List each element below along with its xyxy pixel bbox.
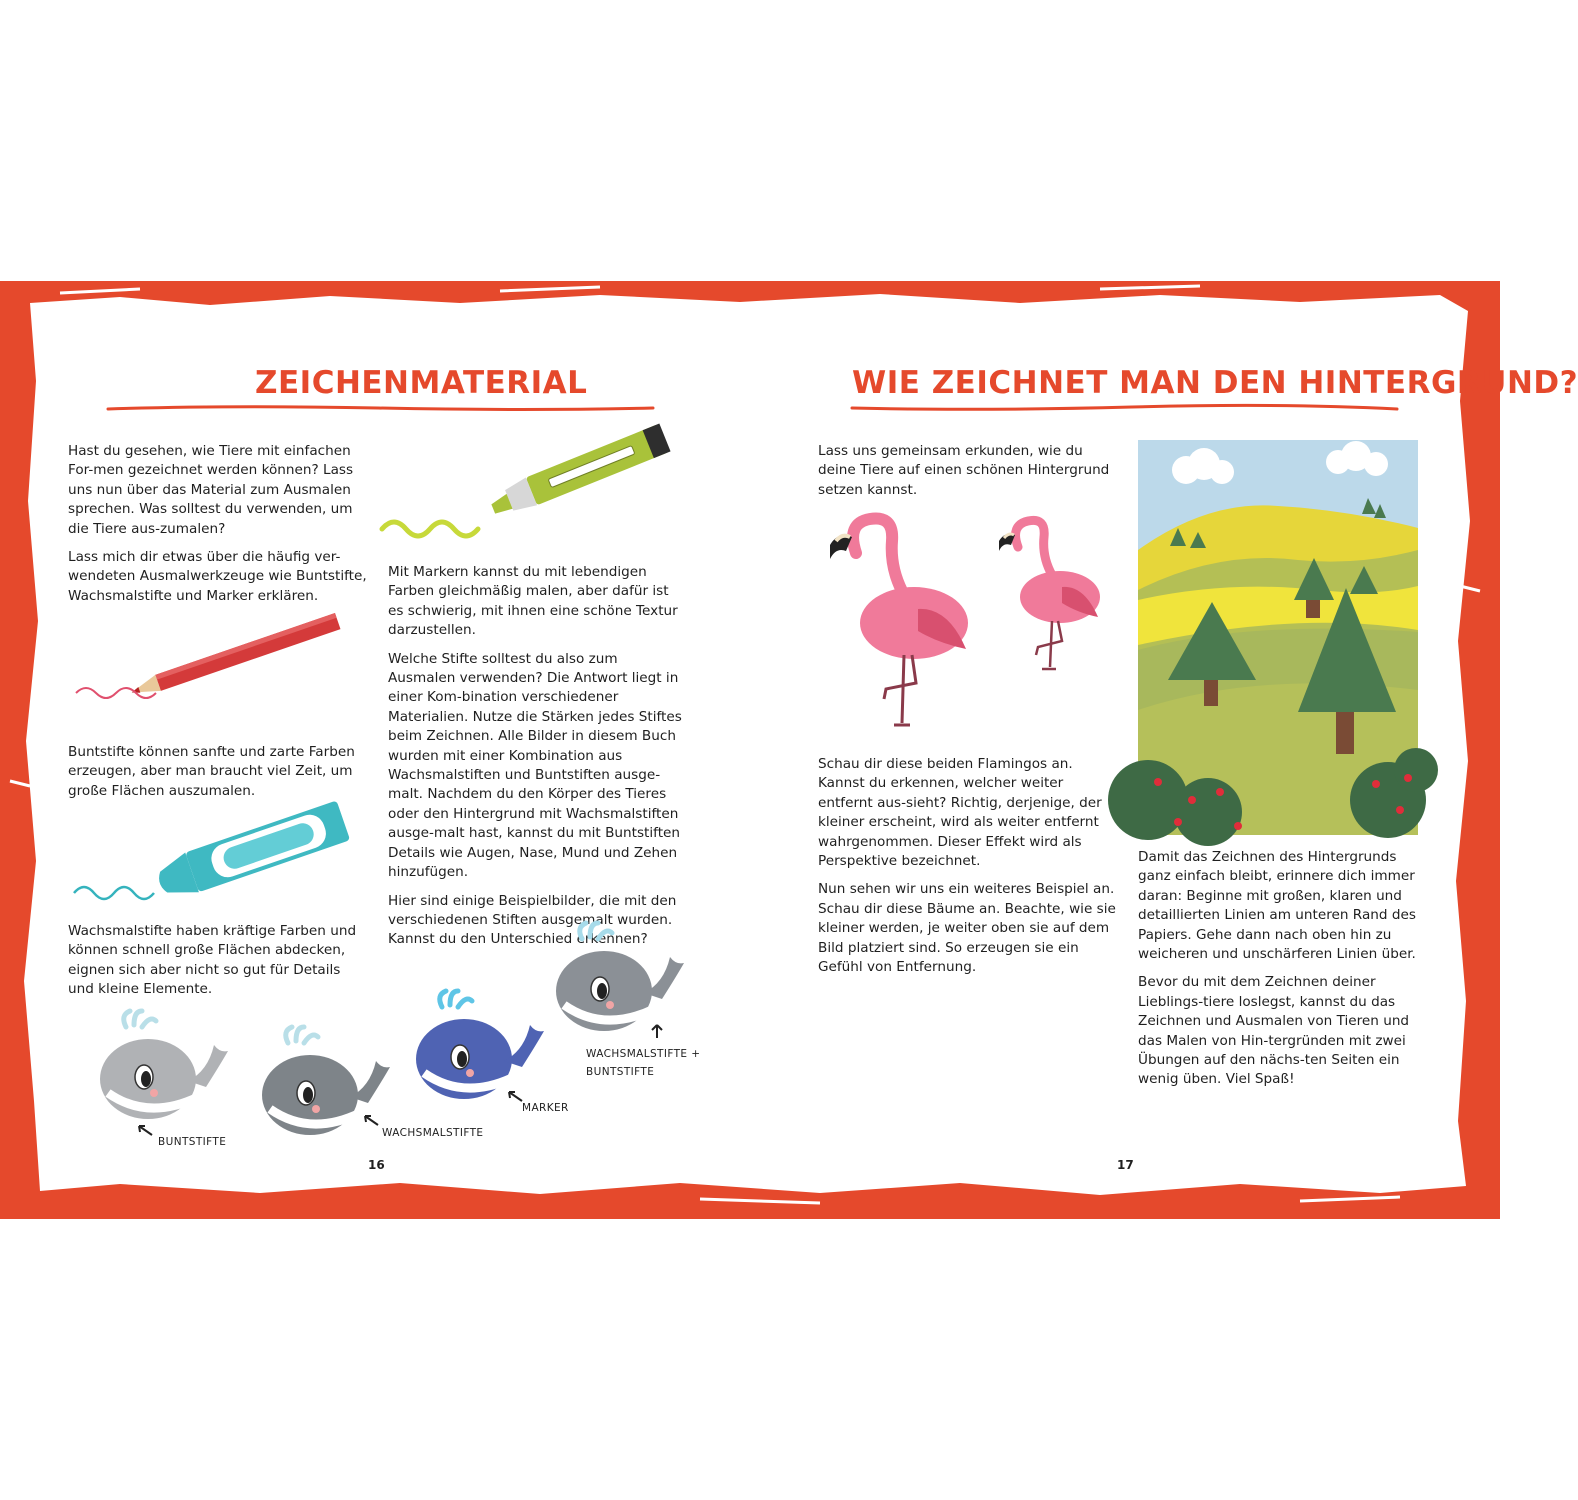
intro-paragraph-1: Hast du gesehen, wie Tiere mit einfachen For-men gezeichnet werden können? Lass uns nun über das Material zum Ausmalen sprechen. Was solltest du verwenden, um die Tiere aus-zumalen?: [68, 443, 354, 537]
left-heading: ZEICHENMATERIAL: [255, 365, 588, 401]
marker-text: Mit Markern kannst du mit lebendigen Farben gleichmäßig malen, aber dafür ist es schwierig, mit ihnen eine schöne Textur darzustellen.: [388, 564, 678, 639]
whale-buntstifte-illustration: [96, 1007, 236, 1127]
caption-marker: MARKER: [522, 1102, 569, 1114]
page-number-left: 16: [368, 1158, 385, 1172]
caption-wachsmalstifte: WACHSMALSTIFTE: [382, 1127, 484, 1139]
whale-marker-illustration: [412, 987, 552, 1107]
page-number-right: 17: [1117, 1158, 1134, 1172]
intro-paragraph-2: Lass mich dir etwas über die häufig ver-wendeten Ausmalwerkzeuge wie Buntstifte, Wachsmalstifte und Marker erklären.: [68, 549, 367, 604]
arrow-icon-combo: [650, 1023, 664, 1039]
examples-text: Hier sind einige Beispielbilder, die mit den verschiedenen Stiften ausgemalt wurden. Kannst du den Unterschied erkennen?: [388, 892, 677, 948]
left-column-2: [388, 563, 688, 959]
red-pencil-illustration: [74, 611, 354, 721]
wachsmal-text: Wachsmalstifte haben kräftige Farben und können schnell große Flächen abdecken, eignen sich aber nicht so gut für Details und kleine Elemente.: [68, 923, 357, 998]
caption-buntstifte: BUNTSTIFTE: [158, 1136, 227, 1148]
whale-combo-illustration: [552, 919, 692, 1039]
buntstifte-text: Buntstifte können sanfte und zarte Farben erzeugen, aber man braucht viel Zeit, um große Flächen auszumalen.: [68, 744, 355, 799]
right-column-1: [818, 755, 1118, 986]
flamingo-small-illustration: [996, 517, 1106, 677]
left-heading-underline: [108, 403, 653, 415]
question-text: Welche Stifte solltest du also zum Ausmalen verwenden? Die Antwort liegt in einer Kom-bination verschiedener Materialien. Nutze die Stärken jedes Stiftes beim Zeichnen. Alle Bilder in diesem Buch wurden mit einer Kombination aus Wachsmalstiften und Buntstiften ausge-malt. Nachdem du den Körper des Tieres oder den Hintergrund mit Wachsmalstiften ausge-malt hast, kannst du mit Buntstiften Details wie Augen, Nase, Mund und Zehen hinzufügen.: [388, 650, 682, 881]
flamingo-large-illustration: [826, 513, 976, 733]
book-spread: [0, 281, 1578, 1219]
green-marker-illustration: [380, 437, 680, 537]
background-text: Damit das Zeichnen des Hintergrunds ganz einfach bleibt, erinnere dich immer daran: Beginne mit großen, klaren und detaillierten Linien am unteren Rand des Papiers. Gehe dann nach oben hin zu weicheren und unschärferen Linien über.: [1138, 849, 1416, 963]
right-intro-text: Lass uns gemeinsam erkunden, wie du deine Tiere auf einen schönen Hintergrund setzen kannst.: [818, 443, 1110, 498]
right-heading: WIE ZEICHNET MAN DEN HINTERGRUND?: [852, 365, 1578, 401]
closing-text: Bevor du mit dem Zeichnen deiner Lieblings-tiere loslegst, kannst du das Zeichnen und Ausmalen von Tieren und das Malen von Hin-tergründen mit zwei Übungen auf den nächs-ten Seiten ein wenig üben. Viel Spaß!: [1138, 974, 1410, 1088]
teal-crayon-illustration: [72, 811, 357, 921]
trees-text: Nun sehen wir uns ein weiteres Beispiel an. Schau dir diese Bäume an. Beachte, wie sie kleiner werden, je weiter oben sie auf dem Bild platziert sind. So erzeugen sie ein Gefühl von Entfernung.: [818, 881, 1116, 976]
flamingo-text: Schau dir diese beiden Flamingos an. Kannst du erkennen, welcher weiter entfernt aus-sieht? Richtig, derjenige, der kleiner erscheint, wird als weiter entfernt wahrgenommen. Dieser Effekt wird als Perspektive bezeichnet.: [818, 756, 1102, 870]
landscape-illustration: [1138, 440, 1418, 835]
right-column-2: [1138, 848, 1423, 1099]
arrow-icon-buntstifte: [136, 1123, 154, 1137]
arrow-icon-wachsmalstifte: [362, 1113, 380, 1127]
right-heading-underline: [852, 403, 1397, 415]
left-intro-block: [68, 442, 368, 615]
caption-combo: WACHSMALSTIFTE + BUNTSTIFTE: [586, 1048, 701, 1078]
